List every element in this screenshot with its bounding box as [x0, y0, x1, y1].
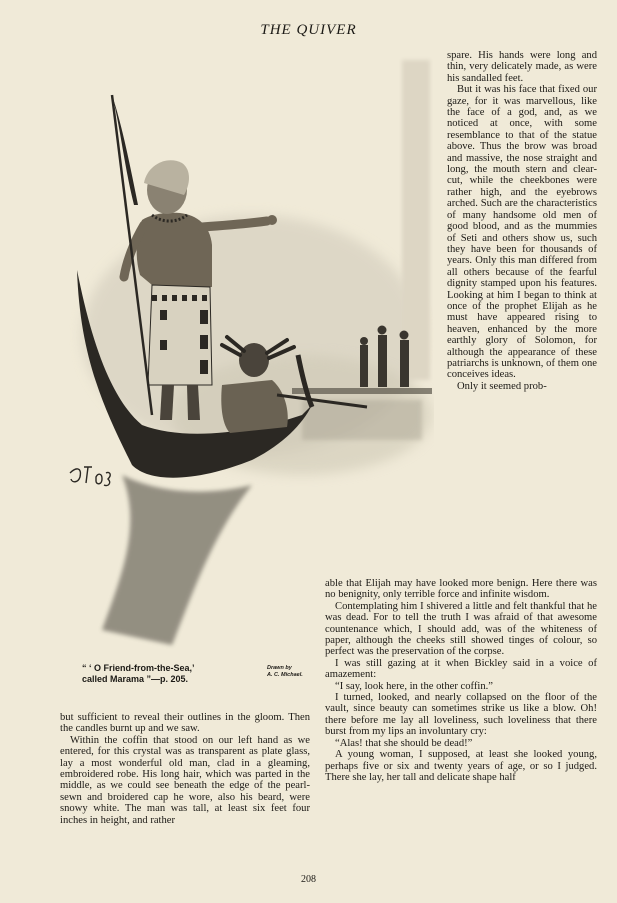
paragraph: A young woman, I supposed, at least she looked young, perhaps five or six and twenty years of age, or so I judged. There she lay, her tall and delicate shape half — [325, 749, 597, 783]
paragraph: Within the coffin that stood on our left hand as we entered, for this crystal was as transparent as plate glass, lay a most wonderful old man, clad in a gleaming, embroidered robe. His long hair, which was parted in the middle, as we could see beneath the edge of the pearl-sewn and broidered cap he wore, also his beard, were snowy white. The man was tall, at least six feet four inches in height, and rather — [60, 734, 310, 826]
paragraph: Only it seemed prob- — [457, 380, 547, 392]
paragraph: but sufficient to reveal their outlines in the gloom. Then the candles burnt up and we saw. — [60, 712, 310, 735]
running-title: THE QUIVER — [260, 22, 357, 38]
page-number: 208 — [301, 874, 316, 885]
engraving-illustration — [62, 55, 434, 653]
paragraph: able that Elijah may have looked more benign. Here there was no benignity, only terrible force and infinite wisdom. — [325, 578, 597, 601]
paragraph: But it was his face that fixed our gaze, for it was marvellous, like the face of a god, and, as we noticed at once, with some resemblance to that of the statue above. Thus the brow was broad and massive, the nose straight and long, the mouth stern and clear-cut, while the cheekbones were rather high, and the eyebrows arched. Such are the characteristics of many handsome old men of good blood, and as the mummies of Seti and others show us, such they have been for thousands of years. Only this man differed from all others because of the fearful dignity stamped upon his features. Looking at him I began to think at once of the prophet Elijah as he must have appeared rising to heaven, enhanced by the more earthly glory of Solomon, for although the appearance of these patriarchs is unknown, of them one conceives ideas. — [447, 84, 597, 381]
right-column-lower-text — [325, 578, 597, 783]
paragraph: I turned, looked, and nearly collapsed on the floor of the vault, since beauty can sometimes strike us like a blow. Oh! there before me lay all loveliness, such loveliness that there burst from my lips an involuntary cry: — [325, 692, 597, 738]
right-column-upper-text — [447, 50, 597, 392]
paragraph: “I say, look here, in the other coffin.” — [335, 680, 493, 692]
paragraph: spare. His hands were long and thin, very delicately made, as were his sandalled feet. — [447, 50, 597, 84]
paragraph: I was still gazing at it when Bickley said in a voice of amazement: — [325, 657, 597, 681]
artist-credit: Drawn by A. C. Michael. — [267, 665, 303, 678]
caption-quote: “ ‘ O Friend-from-the-Sea,’ called Marama ”—p. 205. — [82, 663, 195, 684]
paragraph: “Alas! that she should be dead!” — [335, 737, 473, 749]
left-column-lower-text — [60, 712, 310, 826]
paragraph: Contemplating him I shivered a little and felt thankful that he was dead. For to tell the truth I was afraid of that awesome countenance which, I should add, was of the whiteness of paper, although the cheeks still showed tinges of colour, so perfect was the preservation of the corpse. — [325, 600, 597, 658]
